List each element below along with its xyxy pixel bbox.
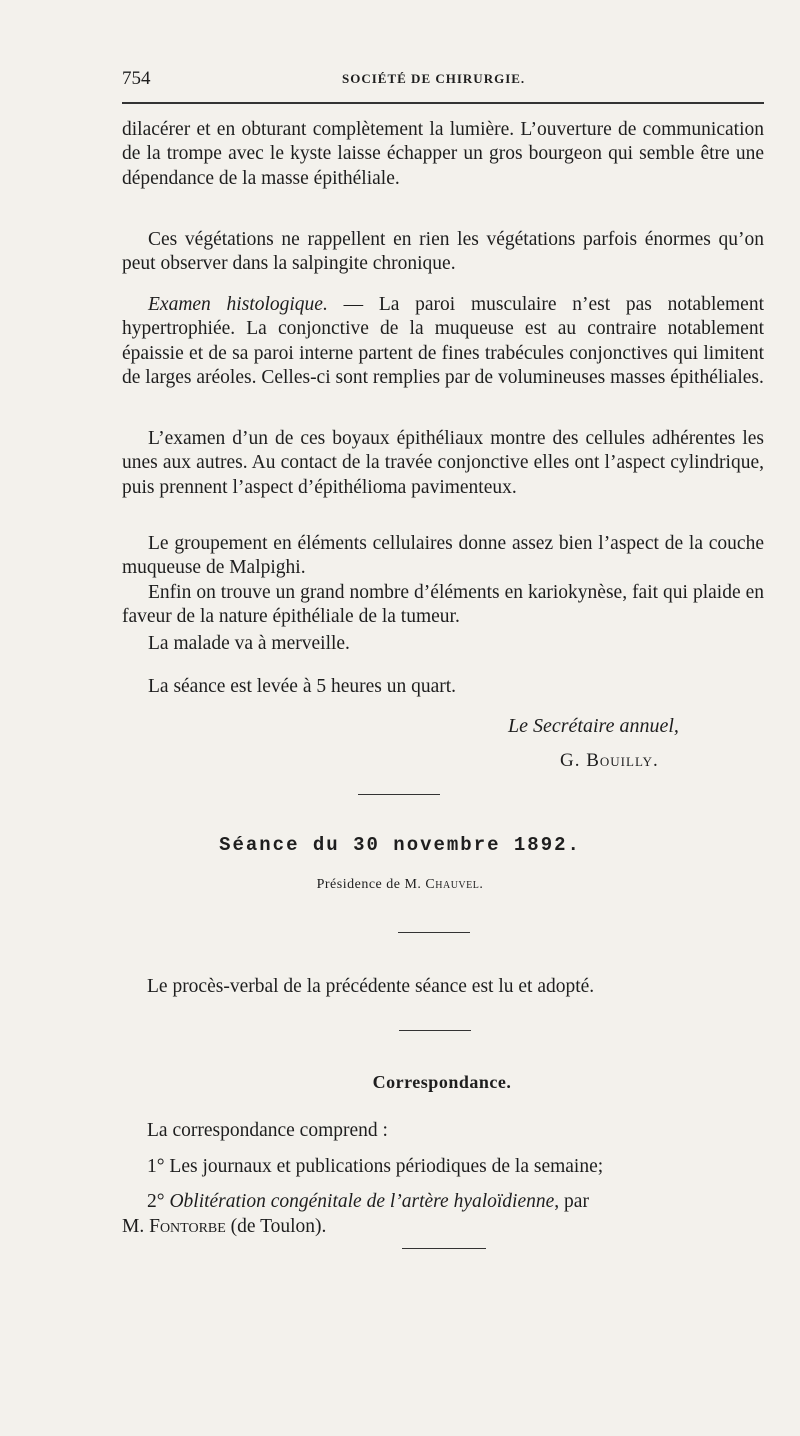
section-rule bbox=[398, 932, 470, 933]
page-number: 754 bbox=[122, 68, 151, 89]
running-head: SOCIÉTÉ DE CHIRURGIE. bbox=[342, 71, 526, 86]
paragraph-3-heading: Examen histologique. bbox=[148, 294, 328, 315]
correspondance-heading: Correspondance. bbox=[372, 1072, 512, 1092]
page-header bbox=[122, 68, 762, 92]
signature-surname: Bouilly. bbox=[586, 750, 659, 771]
session-presidence bbox=[0, 877, 800, 893]
correspondance-intro: La correspondance comprend : bbox=[147, 1120, 388, 1141]
paragraph-3 bbox=[122, 293, 764, 391]
signature-initial: G. bbox=[560, 750, 587, 771]
paragraph-5: Le groupement en éléments cellulaires donne assez bien l’aspect de la couche muqueuse de Malpighi. bbox=[122, 533, 764, 579]
signature-name bbox=[560, 750, 659, 772]
correspondance-item-2 bbox=[147, 1191, 764, 1213]
presidence-prefix: Présidence de M. bbox=[316, 877, 426, 892]
session-title: Séance du 30 novembre 1892. bbox=[219, 834, 581, 856]
correspondance-item-2-author bbox=[122, 1216, 326, 1238]
author-place: (de Toulon). bbox=[225, 1216, 327, 1237]
author-name: Fontorbe bbox=[149, 1216, 226, 1237]
presidence-name: Chauvel. bbox=[425, 877, 484, 892]
section-rule bbox=[358, 794, 440, 795]
paragraph-6: Enfin on trouve un grand nombre d’éléments en kariokynèse, fait qui plaide en faveur de la nature épithéliale de la tumeur. bbox=[122, 582, 764, 628]
paragraph-4: L’examen d’un de ces boyaux épithéliaux montre des cellules adhérentes les unes aux autres. Au contact de la travée conjonctive elles ont l’aspect cylindrique, puis prennent l’aspect d’épithélioma pavimenteux. bbox=[122, 428, 764, 498]
paragraph-1: dilacérer et en obturant complètement la lumière. L’ouverture de communication de la trompe avec le kyste laisse échapper un gros bourgeon qui semble être une dépendance de la masse épithéliale. bbox=[122, 119, 764, 189]
minutes-statement: Le procès-verbal de la précédente séance est lu et adopté. bbox=[147, 976, 595, 997]
item-2-title: Oblitération congénitale de l’artère hyaloïdienne bbox=[169, 1191, 555, 1212]
paragraph-7: La malade va à merveille. bbox=[148, 633, 350, 654]
paragraph-2: Ces végétations ne rappellent en rien les végétations parfois énormes qu’on peut observer dans la salpingite chronique. bbox=[122, 229, 764, 275]
item-2-number: 2° bbox=[147, 1191, 170, 1212]
signature-title: Le Secrétaire annuel, bbox=[508, 715, 679, 737]
item-2-par: , par bbox=[554, 1191, 589, 1212]
paragraph-8: La séance est levée à 5 heures un quart. bbox=[148, 676, 457, 697]
section-rule bbox=[402, 1248, 486, 1249]
header-rule bbox=[122, 102, 764, 104]
paragraph-3-text: — La paroi musculaire n’est pas notablement hypertrophiée. La conjonctive de la muqueuse est au contraire notablement épaissie et de sa paroi interne partent de fines trabécules conjonctives qui limitent de larges aréoles. Celles-ci sont remplies par de volumineuses masses épithéliales. bbox=[122, 294, 765, 389]
author-prefix: M. bbox=[122, 1216, 150, 1237]
correspondance-item-1: 1° Les journaux et publications périodiques de la semaine; bbox=[147, 1156, 604, 1177]
section-rule bbox=[399, 1030, 471, 1031]
